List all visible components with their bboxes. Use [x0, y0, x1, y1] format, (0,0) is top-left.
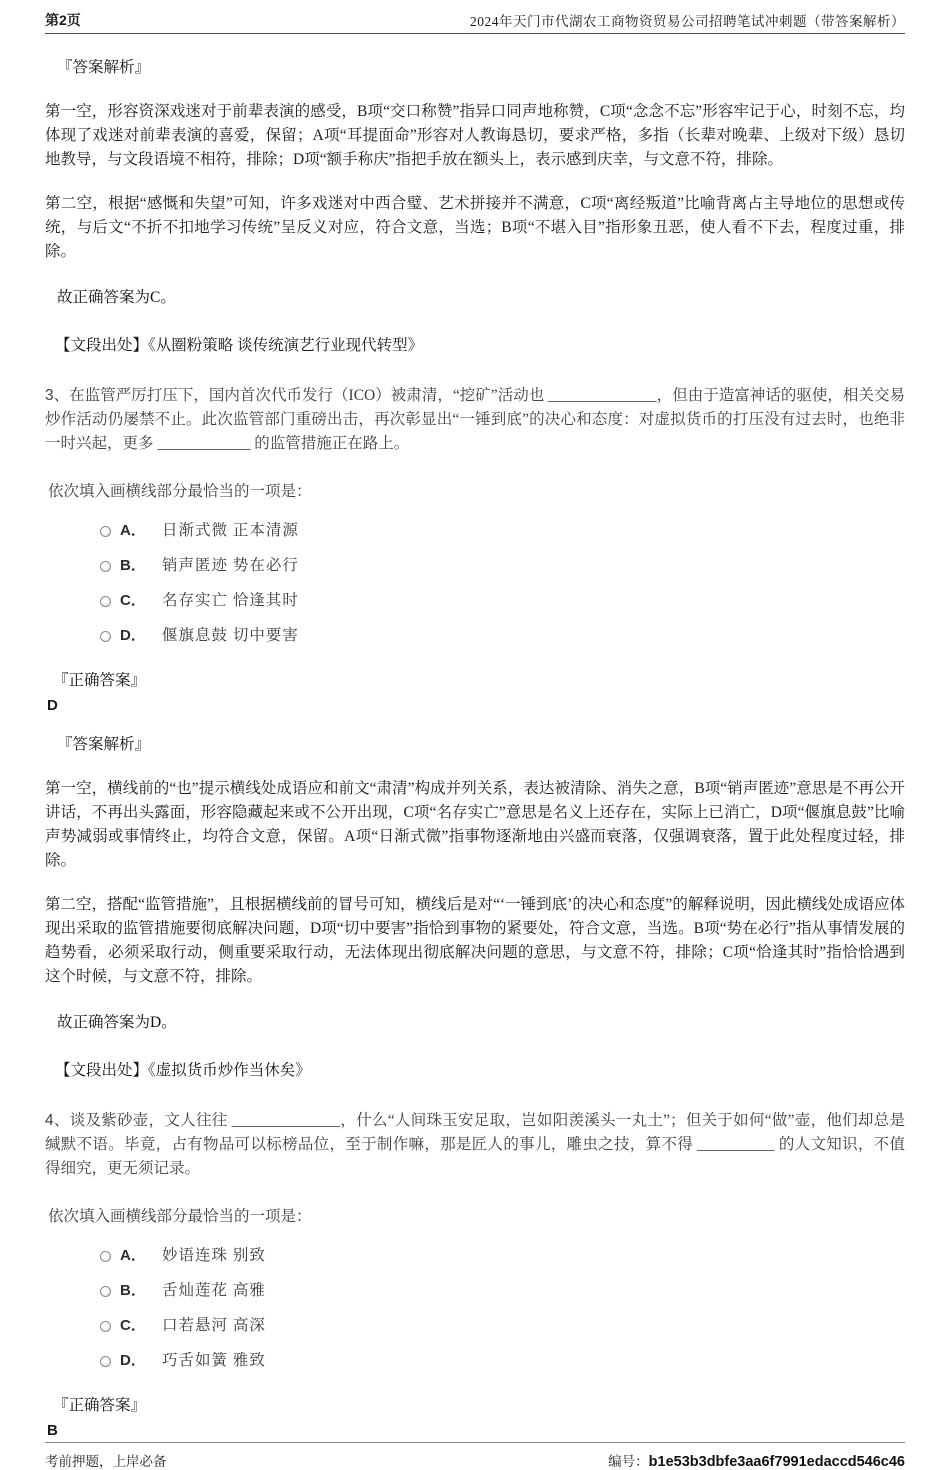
- question-4-number: 4、: [45, 1112, 70, 1129]
- document-title: 2024年天门市代湖农工商物资贸易公司招聘笔试冲刺题（带答案解析）: [470, 14, 905, 29]
- analysis-paragraph: 第一空，横线前的“也”提示横线处成语应和前文“肃清”构成并列关系，表达被清除、消失之意，B项“销声匿迹”意思是不再公开讲话，不再出头露面，形容隐藏起来或不公开出现，C项“名存实亡”意思是名义上还存在，实际上已消亡，D项“偃旗息鼓”比喻声势减弱或事情终止，均符合文意，保留。A项“日渐式微”指事物逐渐地由兴盛而衰落，仅强调衰落，置于此处程度过轻，排除。: [45, 780, 905, 869]
- option-c[interactable]: [45, 588, 905, 614]
- option-b[interactable]: [45, 553, 905, 579]
- answer-analysis-label: 『答案解析』: [57, 59, 151, 76]
- radio-icon[interactable]: [100, 561, 111, 572]
- analysis-paragraph: 第二空，根据“感慨和失望”可知，许多戏迷对中西合璧、艺术拼接并不满意，C项“离经叛道”比喻背离占主导地位的思想或传统，与后文“不折不扣地学习传统”呈反义对应，符合文意，当选；B项“不堪入目”指形象丑恶，使人看不下去，程度过重，排除。: [45, 195, 905, 260]
- option-key: B．: [120, 1282, 146, 1299]
- option-text: 妙语连珠 别致: [162, 1247, 266, 1264]
- option-text: 舌灿莲花 高雅: [162, 1282, 266, 1299]
- option-key: A．: [120, 1247, 146, 1264]
- option-d[interactable]: [45, 623, 905, 649]
- page-number: [45, 10, 81, 30]
- footer-slogan: 考前押题，上岸必备: [45, 1454, 167, 1469]
- option-key: A．: [120, 522, 146, 539]
- option-a[interactable]: [45, 1243, 905, 1269]
- option-key: B．: [120, 557, 146, 574]
- option-c[interactable]: [45, 1313, 905, 1339]
- conclusion-line: 故正确答案为D。: [57, 1014, 177, 1031]
- question-4-options: [45, 1243, 905, 1374]
- option-text: 日渐式微 正本清源: [162, 522, 299, 539]
- radio-icon[interactable]: [100, 1251, 111, 1262]
- option-key: D．: [120, 627, 146, 644]
- radio-icon[interactable]: [100, 631, 111, 642]
- question-3-stem: [45, 384, 905, 456]
- conclusion-line: 故正确答案为C。: [57, 289, 176, 306]
- option-text: 口若悬河 高深: [162, 1317, 266, 1334]
- source-line: 【文段出处】《虚拟货币炒作当休矣》: [55, 1062, 311, 1079]
- question-3-number: 3、: [45, 387, 70, 404]
- analysis-paragraph: 第一空，形容资深戏迷对于前辈表演的感受，B项“交口称赞”指异口同声地称赞，C项“念念不忘”形容牢记于心，时刻不忘，均体现了戏迷对前辈表演的喜爱，保留；A项“耳提面命”形容对人教诲恳切，要求严格，多指（长辈对晚辈、上级对下级）恳切地教导，与文段语境不相符，排除；D项“额手称庆”指把手放在额头上，表示感到庆幸，与文意不符，排除。: [45, 103, 905, 168]
- question-3-options: [45, 518, 905, 649]
- question-4-text: 谈及紫砂壶，文人往往 ______________，什么“人间珠玉安足取，岂如阳羡溪头一丸土”；但关于如何“做”壶，他们却总是缄默不语。毕竟，占有物品可以标榜品位，至于制作嘛，那是匠人的事儿，雕虫之技，算不得 __________ 的人文知识，不值得细究，更无须记录。: [45, 1112, 905, 1177]
- option-b[interactable]: [45, 1278, 905, 1304]
- page-footer: [45, 1442, 905, 1470]
- correct-answer-label: 『正确答案』: [53, 1397, 147, 1414]
- option-text: 巧舌如簧 雅致: [162, 1352, 266, 1369]
- radio-icon[interactable]: [100, 1321, 111, 1332]
- page-header: [45, 10, 905, 34]
- option-key: C．: [120, 1317, 146, 1334]
- page-number-text: 第2页: [45, 12, 81, 28]
- question-3-prompt: 依次填入画横线部分最恰当的一项是：: [48, 483, 312, 500]
- radio-icon[interactable]: [100, 596, 111, 607]
- footer-code: [608, 1450, 905, 1470]
- correct-answer-value: D: [47, 697, 58, 714]
- radio-icon[interactable]: [100, 1356, 111, 1367]
- source-line: 【文段出处】《从圈粉策略 谈传统演艺行业现代转型》: [55, 337, 424, 354]
- analysis-paragraph: 第二空，搭配“监管措施”，且根据横线前的冒号可知，横线后是对“‘一锤到底’的决心和态度”的解释说明，因此横线处成语应体现出采取的监管措施要彻底解决问题，D项“切中要害”指恰到事物的紧要处，符合文意，当选。B项“势在必行”指从事情发展的趋势看，必须采取行动，侧重要采取行动，无法体现出彻底解决问题的意思，与文意不符，排除；C项“恰逢其时”指恰恰遇到这个时候，与文意不符，排除。: [45, 896, 905, 985]
- option-text: 销声匿迹 势在必行: [162, 557, 299, 574]
- footer-code-value: b1e53b3dbfe3aa6f7991edaccd546c46: [648, 1454, 905, 1470]
- option-d[interactable]: [45, 1348, 905, 1374]
- option-a[interactable]: [45, 518, 905, 544]
- correct-answer-value: B: [47, 1422, 58, 1439]
- option-text: 名存实亡 恰逢其时: [162, 592, 299, 609]
- question-4-stem: [45, 1109, 905, 1181]
- radio-icon[interactable]: [100, 526, 111, 537]
- option-text: 偃旗息鼓 切中要害: [162, 627, 299, 644]
- correct-answer-label: 『正确答案』: [53, 672, 147, 689]
- radio-icon[interactable]: [100, 1286, 111, 1297]
- answer-analysis-label: 『答案解析』: [57, 736, 151, 753]
- question-4-prompt: 依次填入画横线部分最恰当的一项是：: [48, 1208, 312, 1225]
- footer-code-label: 编号：: [608, 1454, 649, 1469]
- option-key: C．: [120, 592, 146, 609]
- option-key: D．: [120, 1352, 146, 1369]
- question-3-text: 在监管严厉打压下，国内首次代币发行（ICO）被肃清，“挖矿”活动也 ______________，但由于造富神话的驱使，相关交易炒作活动仍屡禁不止。此次监管部门重磅出击，再次彰显出“一锤到底”的决心和态度：对虚拟货币的打压没有过去时，也绝非一时兴起，更多 ____________ 的监管措施正在路上。: [45, 387, 905, 452]
- document-content: [0, 34, 950, 1442]
